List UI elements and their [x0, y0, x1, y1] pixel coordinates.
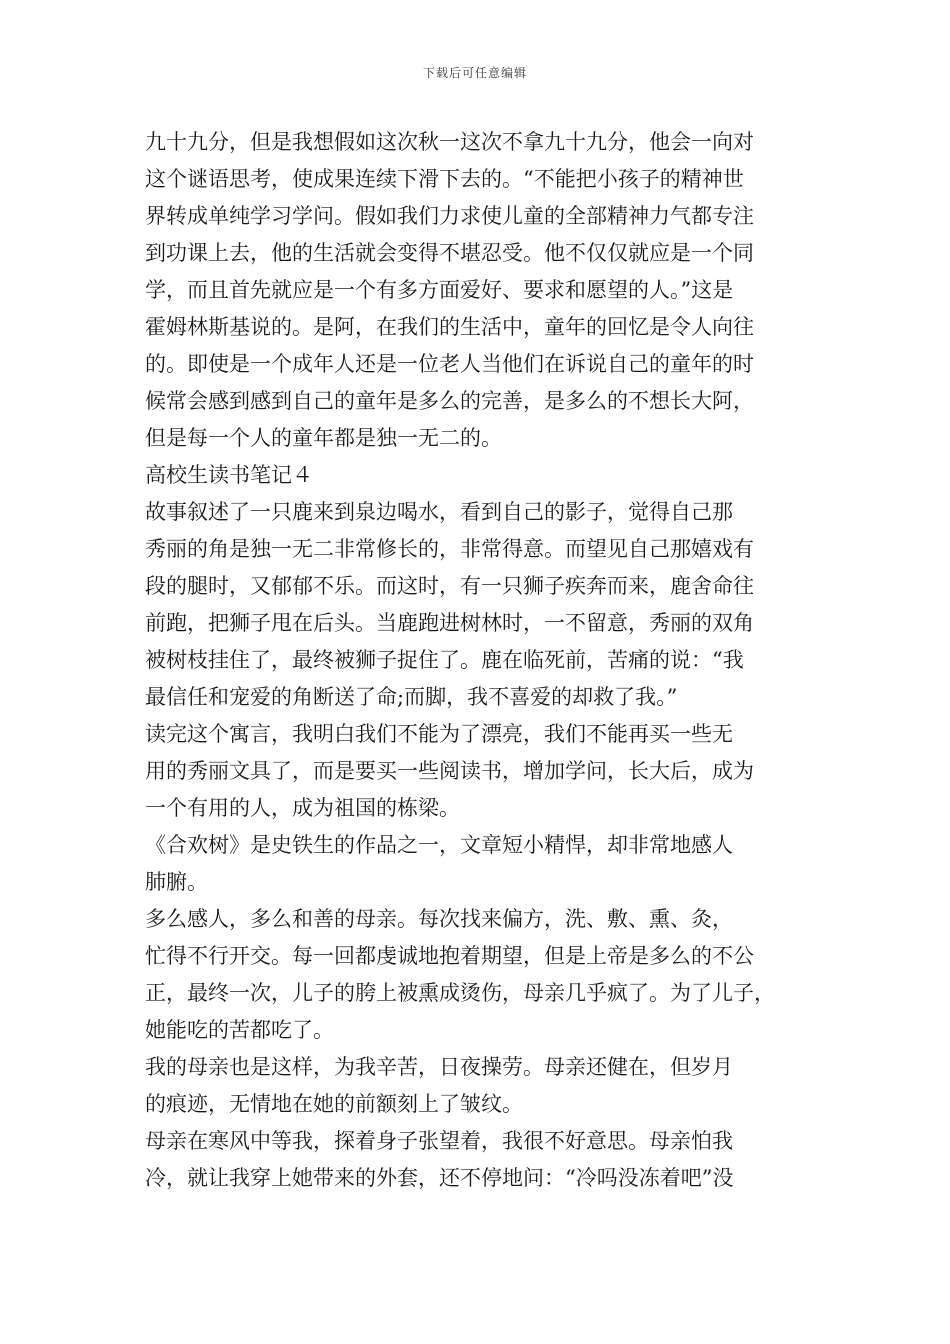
text-line: 她能吃的苦都吃了。 — [145, 1018, 334, 1042]
paragraph — [145, 124, 815, 457]
text-line: 最信任和宠爱的角断送了命;而脚，我不喜爱的却救了我。” — [145, 685, 678, 709]
paragraph — [145, 1123, 815, 1197]
text-line: 《合欢树》是史铁生的作品之一，文章短小精悍，却非常地感人 — [145, 833, 733, 857]
paragraph — [145, 457, 815, 494]
document-body — [145, 124, 815, 1197]
text-line: 正，最终一次，儿子的胯上被熏成烫伤，母亲几乎疯了。为了儿子， — [145, 981, 775, 1005]
page-header: 下载后可任意编辑 — [422, 66, 527, 80]
text-line: 的痕迹，无情地在她的前额刻上了皱纹。 — [145, 1092, 523, 1116]
text-line: 肺腑。 — [145, 870, 208, 894]
text-line: 秀丽的角是独一无二非常修长的，非常得意。而望见自己那嬉戏有 — [145, 537, 754, 561]
text-line: 被树枝挂住了，最终被狮子捉住了。鹿在临死前，苦痛的说：“我 — [145, 648, 744, 672]
text-line: 段的腿时，又郁郁不乐。而这时，有一只狮子疾奔而来，鹿舍命往 — [145, 574, 754, 598]
text-line: 但是每一个人的童年都是独一无二的。 — [145, 426, 502, 450]
text-line: 冷，就让我穿上她带来的外套，还不停地问：“冷吗没冻着吧”没 — [145, 1166, 734, 1190]
paragraph — [145, 716, 815, 827]
text-line: 候常会感到感到自己的童年是多么的完善，是多么的不想长大阿， — [145, 389, 754, 413]
text-line: 学，而且首先就应是一个有多方面爱好、要求和愿望的人。”这是 — [145, 278, 734, 302]
paragraph — [145, 1049, 815, 1123]
text-line: 霍姆林斯基说的。是阿，在我们的生活中，童年的回忆是令人向往 — [145, 315, 754, 339]
paragraph — [145, 494, 815, 716]
text-line: 前跑，把狮子甩在后头。当鹿跑进树林时，一不留意，秀丽的双角 — [145, 611, 754, 635]
text-line: 忙得不行开交。每一回都虔诚地抱着期望，但是上帝是多么的不公 — [145, 944, 754, 968]
text-line: 故事叙述了一只鹿来到泉边喝水，看到自己的影子，觉得自己那 — [145, 500, 733, 524]
paragraph — [145, 827, 815, 901]
text-line: 用的秀丽文具了，而是要买一些阅读书，增加学问，长大后，成为 — [145, 759, 754, 783]
text-line: 这个谜语思考，使成果连续下滑下去的。“不能把小孩子的精神世 — [145, 167, 744, 191]
text-line: 九十九分，但是我想假如这次秋一这次不拿九十九分，他会一向对 — [145, 130, 754, 154]
text-line: 多么感人，多么和善的母亲。每次找来偏方，洗、敷、熏、灸， — [145, 907, 733, 931]
text-line: 读完这个寓言，我明白我们不能为了漂亮，我们不能再买一些无 — [145, 722, 733, 746]
text-line: 母亲在寒风中等我，探着身子张望着，我很不好意思。母亲怕我 — [145, 1129, 733, 1153]
text-line: 的。即使是一个成年人还是一位老人当他们在诉说自己的童年的时 — [145, 352, 754, 376]
text-line: 一个有用的人，成为祖国的栋梁。 — [145, 796, 460, 820]
paragraph — [145, 901, 815, 1049]
text-line: 到功课上去，他的生活就会变得不堪忍受。他不仅仅就应是一个同 — [145, 241, 754, 265]
text-line: 高校生读书笔记４ — [145, 463, 313, 487]
text-line: 界转成单纯学习学问。假如我们力求使儿童的全部精神力气都专注 — [145, 204, 754, 228]
text-line: 我的母亲也是这样，为我辛苦，日夜操劳。母亲还健在，但岁月 — [145, 1055, 733, 1079]
